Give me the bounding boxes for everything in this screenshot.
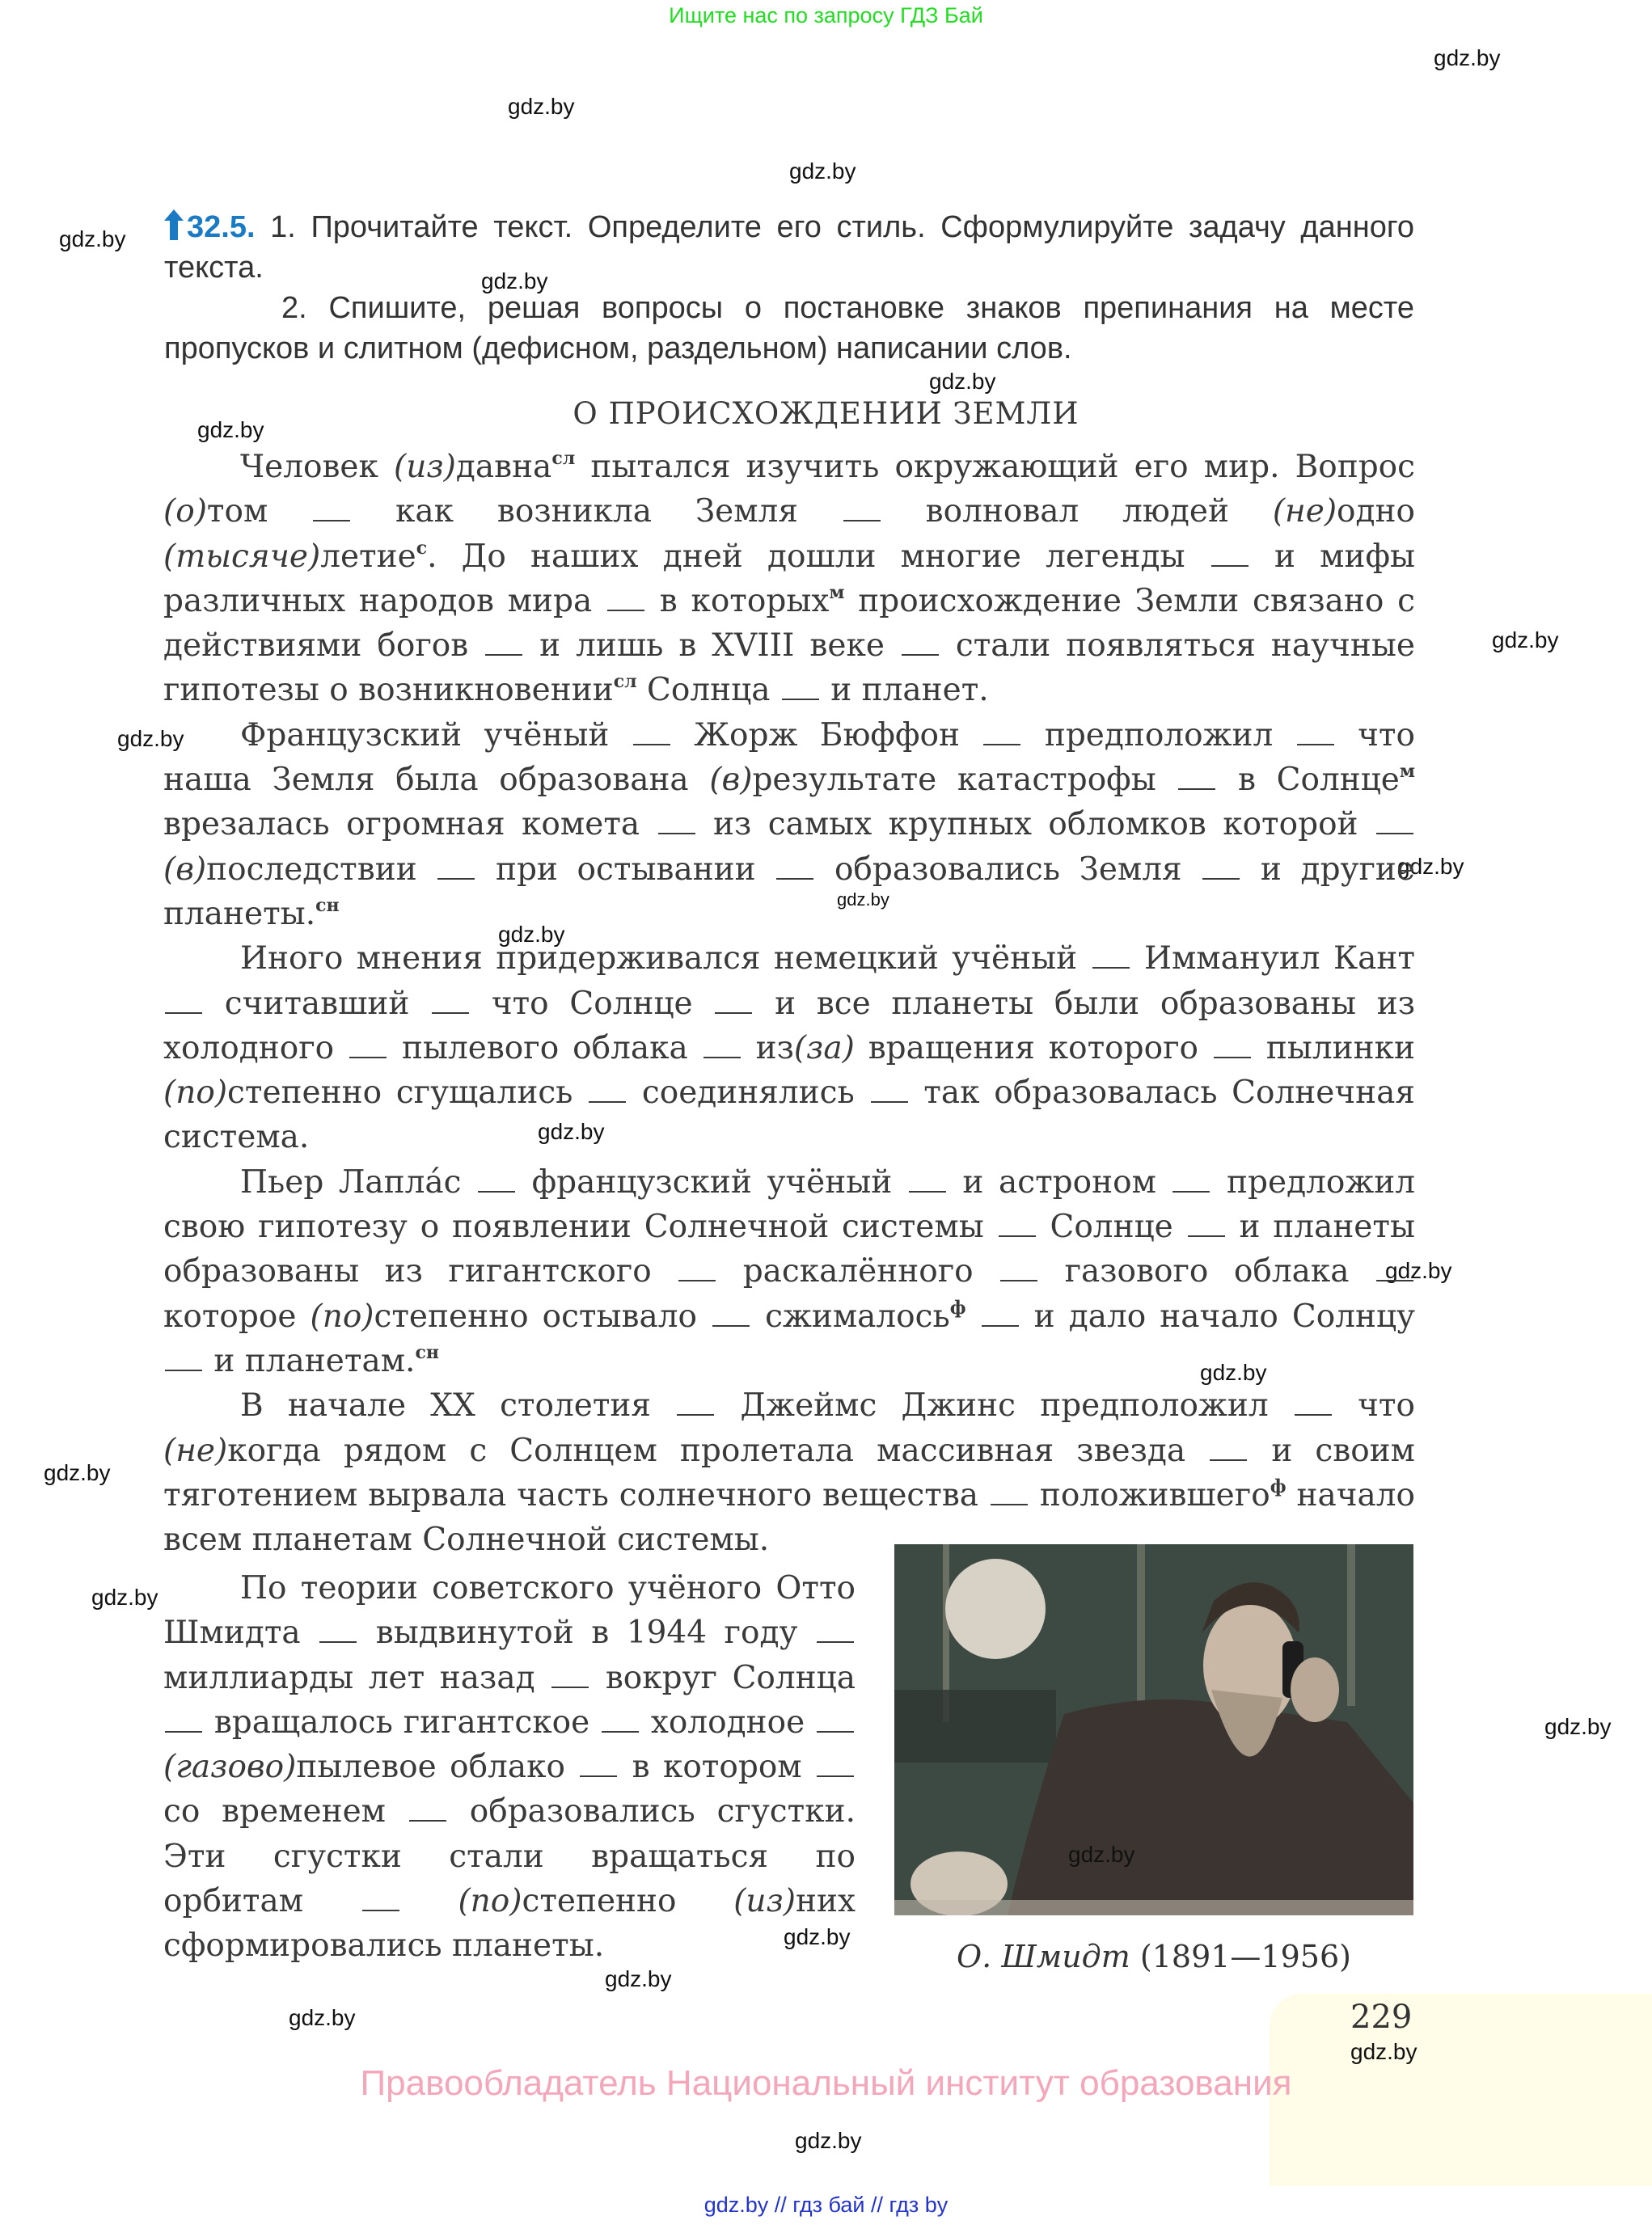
blank (991, 1503, 1028, 1505)
blank (1214, 1056, 1251, 1058)
blank (633, 743, 670, 745)
blank (589, 1100, 626, 1103)
blank (607, 609, 644, 611)
watermark: gdz.by (1434, 45, 1501, 70)
text-title: О ПРОИСХОЖДЕНИИ ЗЕМЛИ (572, 396, 1080, 431)
watermark: gdz.by (91, 1585, 158, 1610)
blank (1188, 1235, 1225, 1237)
blank (437, 877, 475, 880)
blank (362, 1909, 399, 1911)
paragraph-2: Французский учёный Жорж Бюффон предположил что наша Земля была образована (в)результате катастрофы в Солнце$^м$ врезалась огромная комета из самых крупных обломков которой (в)последствии при остывании образовались Земля и другие планеты.$^{сн}$ (163, 716, 1415, 932)
blank (551, 1686, 589, 1688)
blank (658, 832, 695, 834)
blank (1297, 743, 1334, 745)
blank (1210, 1459, 1247, 1461)
watermark: gdz.by (197, 417, 264, 442)
blank (909, 1190, 946, 1193)
photo-caption: О. Шмидт (1891—1956) (957, 1939, 1351, 1974)
blank (319, 1640, 357, 1643)
blank (1376, 832, 1413, 834)
blank (1211, 564, 1249, 567)
exercise-text (163, 445, 1415, 1562)
watermark: gdz.by (508, 94, 575, 119)
page-number: 229 (1350, 1999, 1413, 2036)
task-item-1: 1. Прочитайте текст. Определите его стиль. Сформулируйте задачу данного текста. (164, 210, 1414, 285)
watermark: gdz.by (59, 226, 126, 251)
watermark: gdz.by (1492, 627, 1559, 652)
watermark: gdz.by (481, 268, 548, 293)
paragraph-5: В начале XX столетия Джеймс Джинс предположил что (не)когда рядом с Солнцем пролетала массивная звезда и своим тяготением вырвала часть солнечного вещества положившего$^ф$ начало всем планетам Солнечной системы. (163, 1387, 1416, 1559)
blank (1376, 1279, 1413, 1281)
blank (409, 1819, 446, 1822)
task-instructions (164, 207, 1414, 369)
blank (1295, 1413, 1332, 1416)
watermark: gdz.by (289, 2005, 356, 2030)
blank (165, 1369, 202, 1371)
blank (983, 743, 1020, 745)
blank (602, 1730, 639, 1733)
blank (313, 519, 350, 521)
paragraph-3: Иного мнения придерживался немецкий учёный Иммануил Кант считавший что Солнце и все планеты были образованы из холодного пылевого облака из(за) вращения которого пылинки (по)степенно сгущались соединялись так образовалась Солнечная система. (163, 940, 1416, 1156)
portrait-image-icon (894, 1544, 1413, 1915)
blank (432, 1011, 469, 1014)
watermark: gdz.by (1350, 2039, 1418, 2064)
watermark: gdz.by (795, 2128, 862, 2153)
arrow-up-icon (164, 209, 184, 240)
blank (712, 1324, 750, 1327)
paragraph-6: По теории советского учёного Отто Шмидта выдвинутой в 1944 году миллиарды лет назад вокруг Солнца вращалось гигантское холодное (газово)пылевое облако в котором со временем образовались сгустки. Эти сгустки стали вращаться по орбитам (по)степенно (из)них сформировались планеты. (163, 1570, 856, 1965)
blank (982, 1324, 1019, 1327)
footer-links[interactable]: gdz.by // гдз бай // гдз by (703, 2193, 949, 2217)
blank (678, 1279, 716, 1281)
rights-holder: Правообладатель Национальный институт образования (360, 2063, 1292, 2103)
watermark: gdz.by (1397, 854, 1464, 879)
blank (1172, 1190, 1210, 1193)
blank (580, 1775, 617, 1777)
blank (703, 1056, 741, 1058)
blank (715, 1011, 752, 1014)
paragraph-4: Пьер Лапла́с французский учёный и астроном предложил свою гипотезу о появлении Солнечной системы Солнце и планеты образованы из гигантского раскалённого газового облака которое (по)степенно остывало сжималось$^ф$ и дало начало Солнцу и планетам.$^{сн}$ (163, 1163, 1416, 1379)
blank (1000, 1279, 1037, 1281)
paragraph-1: Человек (из)давна$^{сл}$ пытался изучить окружающий его мир. Вопрос (о)том как возникла Земля волновал людей (не)одно (тысяче)летие$^с$. До наших дней дошли многие легенды и мифы различных народов мира в которых$^м$ происхождение Земли связано с действиями богов и лишь в XVIII веке стали появляться научные гипотезы о возникновении$^{сл}$ Солнца и планет. (163, 448, 1416, 709)
watermark: gdz.by (117, 726, 184, 751)
task-item-2: 2. Спишите, решая вопросы о постановке знаков препинания на месте пропусков и слитном (дефисном, раздельном) написании слов. (164, 291, 1414, 365)
blank (1092, 966, 1130, 969)
watermark: gdz.by (605, 1966, 672, 1991)
blank (817, 1640, 854, 1643)
watermark: gdz.by (1385, 1258, 1452, 1283)
watermark: gdz.by (1200, 1360, 1267, 1385)
top-banner: Ищите нас по запросу ГДЗ Бай (669, 3, 983, 27)
blank (999, 1235, 1036, 1237)
blank (165, 1011, 202, 1014)
blank (485, 653, 522, 656)
watermark: gdz.by (538, 1119, 605, 1144)
watermark: gdz.by (837, 889, 889, 910)
blank (165, 1730, 202, 1733)
blank (1178, 787, 1215, 790)
blank (677, 1413, 714, 1416)
watermark: gdz.by (1544, 1714, 1612, 1739)
blank (902, 653, 939, 656)
blank (817, 1730, 854, 1733)
task-number: 32.5. (187, 210, 256, 244)
blank (843, 519, 881, 521)
blank (871, 1100, 908, 1103)
watermark: gdz.by (498, 922, 565, 947)
watermark: gdz.by (1068, 1842, 1135, 1867)
blank (782, 698, 819, 700)
watermark: gdz.by (44, 1460, 111, 1485)
watermark: gdz.by (789, 158, 856, 184)
blank (817, 1775, 854, 1777)
blank (349, 1056, 387, 1058)
watermark: gdz.by (929, 369, 996, 394)
blank (478, 1190, 515, 1193)
watermark: gdz.by (784, 1924, 851, 1949)
blank (776, 877, 813, 880)
blank (1202, 877, 1240, 880)
portrait-photo (894, 1544, 1413, 1915)
